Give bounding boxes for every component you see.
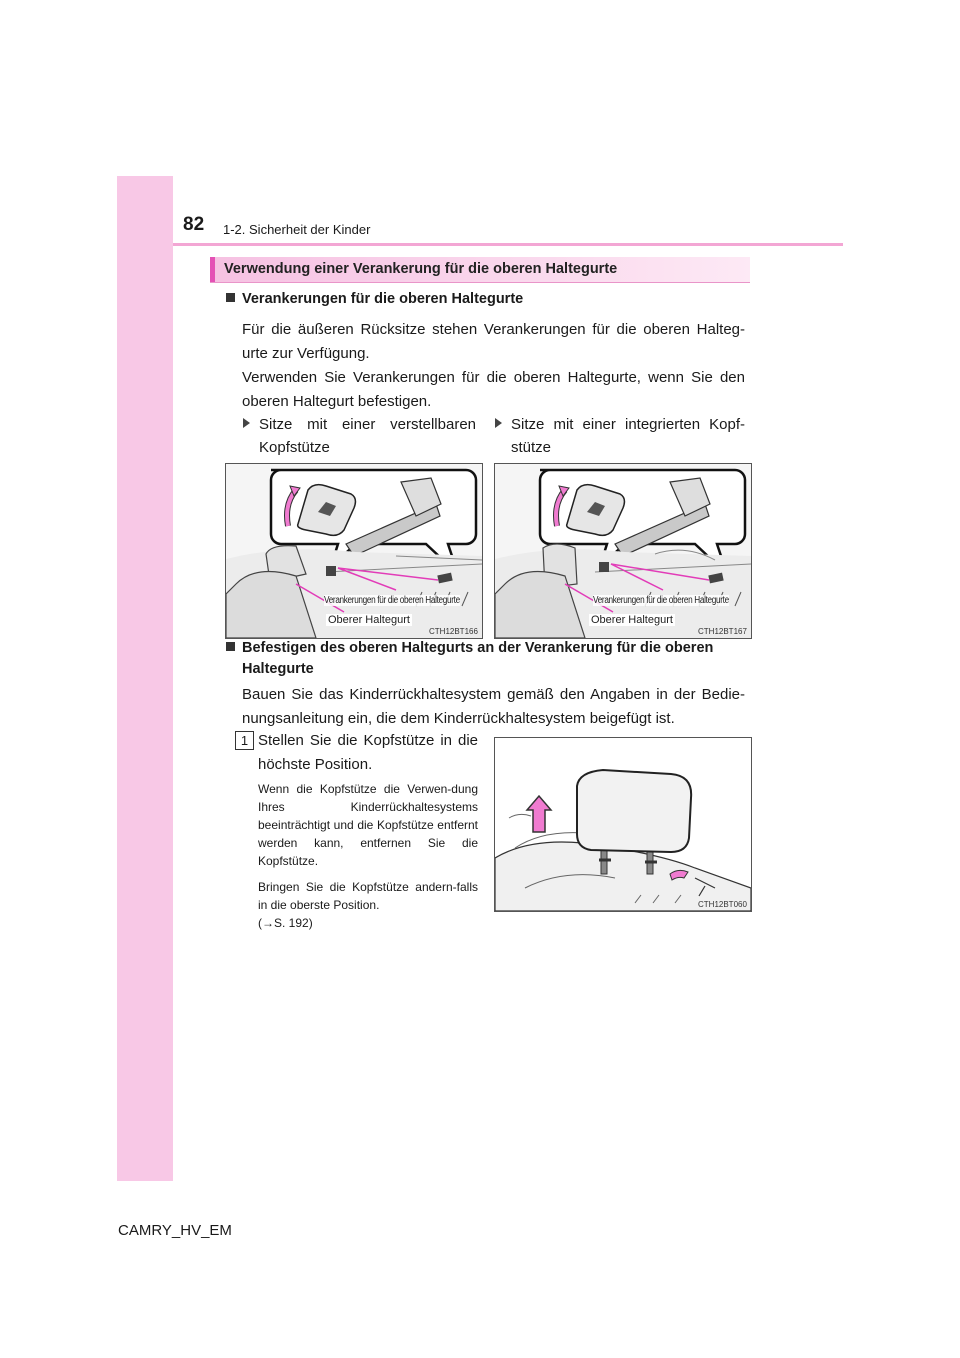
seat-type-adjustable [243, 413, 476, 459]
paragraph-anchors-usage: Verwenden Sie Verankerungen für die oberen Haltegurte, wenn Sie den oberen Haltegurt befestigen. [242, 369, 745, 410]
figure-code: CTH12BT060 [698, 900, 747, 909]
step-number-badge: 1 [235, 731, 254, 750]
breadcrumb: 1-2. Sicherheit der Kinder [223, 222, 371, 237]
heading-attach-strap-line1 [226, 638, 746, 659]
arrow-bullet-icon [495, 418, 502, 428]
heading-attach-strap-line2: Haltegurte [242, 661, 314, 677]
page-reference-link[interactable]: (→S. 192) [258, 916, 313, 930]
callout-anchors-label: Verankerungen für die oberen Haltegurte [324, 595, 460, 606]
seat-type-integrated-label: Sitze mit einer integrierten Kopf-stütze [511, 416, 745, 456]
step1-instruction: Stellen Sie die Kopfstütze in die höchste Position. [258, 732, 478, 773]
paragraph-install-instructions: Bauen Sie das Kinderrückhaltesystem gemäß den Angaben in der Bedie-nungsanleitung ein, die dem Kinderrückhaltesystem beigefügt ist. [242, 686, 745, 727]
callout-strap-label: Oberer Haltegurt [328, 614, 410, 626]
section-title: Verwendung einer Verankerung für die oberen Haltegurte [224, 261, 618, 277]
section-title-bar [210, 257, 750, 283]
figure-code: CTH12BT167 [698, 627, 747, 636]
section-accent [210, 257, 215, 282]
step1-note-raise: Bringen Sie die Kopfstütze andern-falls in die oberste Position. [258, 880, 478, 912]
callout-strap-label: Oberer Haltegurt [591, 614, 673, 626]
step1-note-remove: Wenn die Kopfstütze die Verwen-dung Ihres Kinderrückhaltesystems beeinträchtigt und die Kopfstütze entfernt werden kann, entfernen Sie die Kopfstütze. [258, 782, 478, 868]
callout-anchors-label: Verankerungen für die oberen Haltegurte [593, 595, 729, 606]
seat-anchor-illustration [226, 464, 482, 638]
page-number: 82 [183, 214, 205, 235]
figure-code: CTH12BT166 [429, 627, 478, 636]
square-bullet-icon [226, 642, 235, 651]
square-bullet-icon [226, 293, 235, 302]
figure-headrest-raise [494, 737, 752, 912]
seat-type-integrated [495, 413, 745, 459]
header-rule [173, 243, 843, 246]
paragraph-anchors-availability: Für die äußeren Rücksitze stehen Verankerungen für die oberen Halteg-urte zur Verfügung. [242, 321, 745, 362]
figure-adjustable-headrest [225, 463, 483, 639]
figure-integrated-headrest [494, 463, 752, 639]
heading-anchors-text: Verankerungen für die oberen Haltegurte [242, 291, 524, 307]
heading-anchors [226, 289, 523, 310]
heading-attach-strap-text: Befestigen des oberen Haltegurts an der Verankerung für die oberen [242, 640, 714, 656]
seat-type-adjustable-label: Sitze mit einer verstellbaren Kopfstütze [259, 416, 476, 456]
headrest-illustration [495, 738, 751, 911]
arrow-bullet-icon [243, 418, 250, 428]
seat-anchor-illustration [495, 464, 751, 638]
heading-attach-strap [226, 638, 746, 680]
page-sidebar-tab [117, 176, 173, 1181]
footer-model: CAMRY_HV_EM [118, 1222, 232, 1239]
